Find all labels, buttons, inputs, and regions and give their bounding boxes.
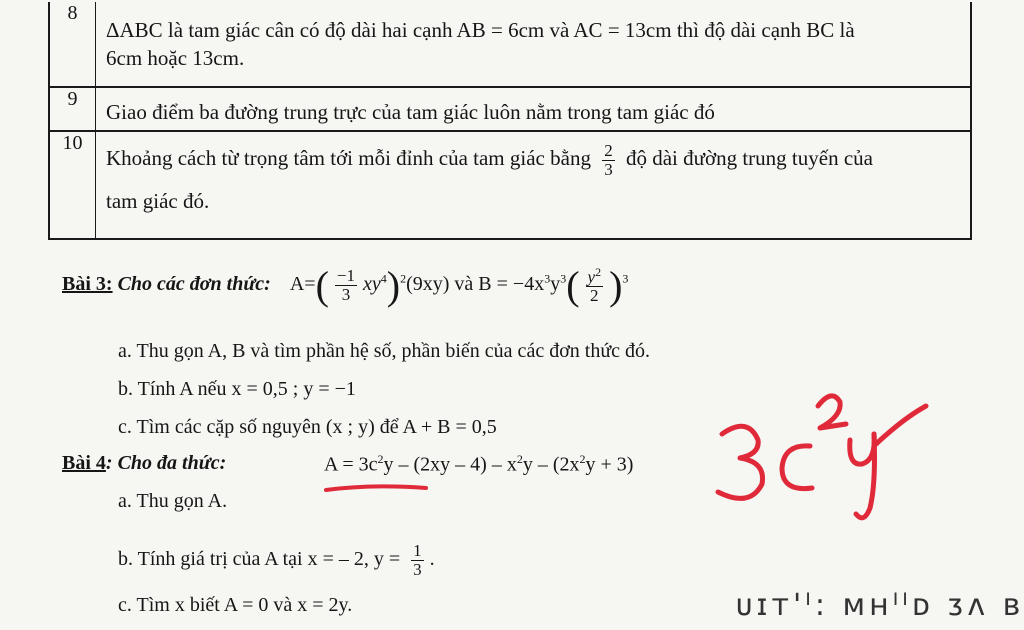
expr-part: y + 3) [585,453,634,476]
table-row [50,88,970,132]
bai3-heading [62,262,628,309]
expr-part: A = 3c [324,453,378,476]
bai3-item-b: b. Tính A nếu x = 0,5 ; y = −1 [118,378,356,400]
item-text: b. Tính giá trị của A tại x = – 2, y = [118,547,401,570]
statement-text: Khoảng cách từ trọng tâm tới mỗi đỉnh của tam giác bằng [106,146,591,171]
row-number: 9 [50,88,96,130]
row-number: 10 [50,132,96,240]
fraction [335,267,357,304]
expr-part: y [550,273,561,296]
paren: ) [609,263,623,308]
paren: ( [566,263,580,308]
fraction [602,142,615,179]
polynomial-expression [324,452,633,477]
statement-line: tam giác đó. [106,188,210,213]
fraction-denominator: 3 [604,159,613,179]
exercise-label: Bài 3: [62,273,113,296]
exponent: 3 [622,271,629,286]
exponent: 3 [560,271,567,286]
statement-text: độ dài đường trung tuyến của [625,146,873,171]
exponent: 4 [380,271,387,286]
bai4-item-a: a. Thu gọn A. [118,490,228,512]
expr-part: A= [289,273,316,296]
expr-part: y – (2x [522,453,580,476]
expr-part: (9xy) và B = −4x [406,273,545,296]
statement-line: 6cm hoặc 13cm. [106,46,245,71]
exponent: 2 [400,271,407,286]
row-statement [106,16,960,73]
paren: ( [315,263,329,308]
exponent: 2 [595,264,602,279]
fraction [411,542,424,579]
bai3-item-c: c. Tìm các cặp số nguyên (x ; y) để A + B = 0,5 [118,416,497,438]
true-false-table [48,2,972,240]
exponent: 2 [516,452,523,466]
exponent: 2 [579,452,586,466]
monomial-expression [289,263,629,308]
red-underline-mark [322,478,432,498]
fraction-denominator: 2 [590,286,599,306]
row-number: 8 [50,2,96,86]
fraction-denominator: 3 [413,559,422,579]
exercise-intro: : Cho đa thức: [105,452,227,474]
fraction-numerator: 2 [604,141,613,160]
row-statement: Giao điểm ba đường trung trực của tam giác luôn nằm trong tam giác đó [106,100,715,124]
fraction-denominator: 3 [341,285,351,304]
bai4-heading [62,452,226,475]
handwritten-annotation [700,388,940,528]
fraction-numerator: −1 [336,266,355,286]
fraction [586,266,604,305]
item-text: . [429,547,435,570]
bai3-item-a: a. Thu gọn A, B và tìm phần hệ số, phần biến của các đơn thức đó. [118,340,651,362]
statement-line: ΔABC là tam giác cân có độ dài hai cạnh AB = 6cm và AC = 13cm thì độ dài cạnh BC là [106,18,855,42]
statement-line [106,142,960,179]
table-row [50,132,970,240]
exponent: 2 [377,452,384,466]
table-row [50,2,970,88]
scribble-text: ᴜɪᴛ'ᴵ: ᴍʜᴵᴵᴅ ᴣᴧ ʙ [735,588,1024,623]
bai4-item-c: c. Tìm x biết A = 0 và x = 2y. [118,594,353,616]
bai4-item-b [118,542,435,579]
expr-part: xy [363,273,381,296]
fraction-numerator: 1 [413,541,422,560]
exercise-intro: Cho các đơn thức: [117,273,271,296]
exponent: 3 [544,271,551,286]
paren: ) [386,263,401,308]
exercise-label: Bài 4 [62,452,106,474]
fraction-numerator [586,266,604,288]
expr-part: y [587,267,596,287]
expr-part: y – (2xy – 4) – x [383,453,517,476]
row-statement [106,142,960,215]
